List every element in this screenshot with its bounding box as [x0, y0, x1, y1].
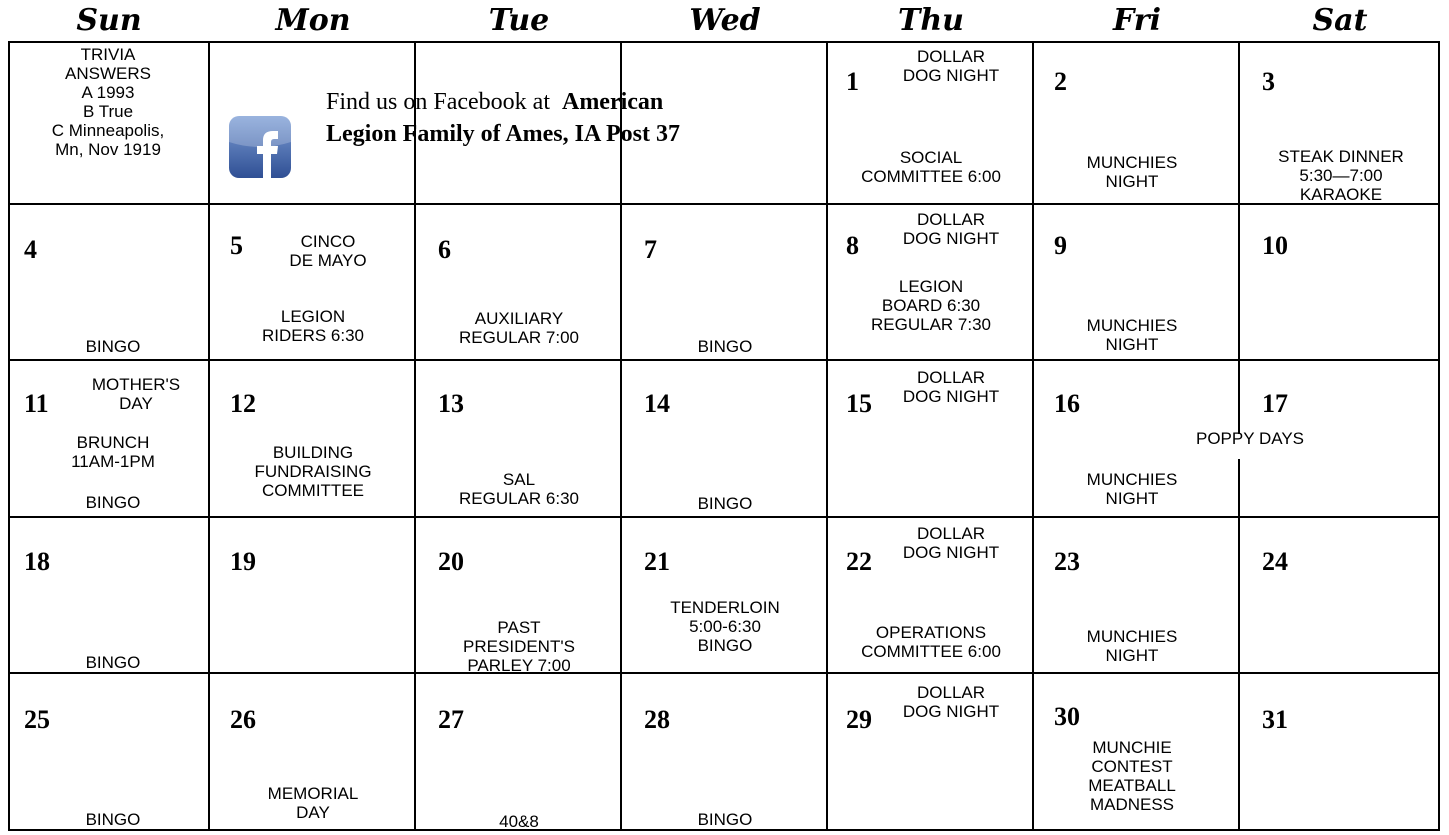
grid-line — [208, 41, 210, 831]
grid-line — [8, 41, 1440, 43]
event-building-fundraising: BUILDING FUNDRAISING COMMITTEE — [254, 443, 372, 500]
facebook-line-1 — [326, 86, 663, 118]
event-bingo: BINGO — [697, 337, 753, 356]
event-munchies-night: MUNCHIES NIGHT — [1086, 627, 1178, 665]
event-bingo: BINGO — [697, 494, 753, 513]
trivia-title: TRIVIA ANSWERS — [65, 45, 151, 83]
day-number: 20 — [438, 547, 464, 576]
event-munchie-contest: MUNCHIE CONTEST MEATBALL MADNESS — [1088, 738, 1176, 814]
day-header-wed: Wed — [689, 3, 761, 38]
grid-line — [8, 41, 10, 831]
day-number: 26 — [230, 705, 256, 734]
grid-line — [8, 516, 1440, 518]
event-memorial-day: MEMORIAL DAY — [267, 784, 359, 822]
grid-line — [414, 41, 416, 831]
day-number: 31 — [1262, 705, 1288, 734]
day-number: 7 — [644, 235, 657, 264]
day-number: 1 — [846, 67, 859, 96]
grid-line — [8, 672, 1440, 674]
event-munchies-night: MUNCHIES NIGHT — [1086, 153, 1178, 191]
event-poppy-days: POPPY DAYS — [1195, 429, 1305, 448]
day-number: 2 — [1054, 67, 1067, 96]
day-number: 19 — [230, 547, 256, 576]
event-munchies-night: MUNCHIES NIGHT — [1086, 316, 1178, 354]
event-dollar-dog-night: DOLLAR DOG NIGHT — [902, 210, 1000, 248]
day-number: 11 — [24, 389, 49, 418]
event-bingo: BINGO — [697, 810, 753, 829]
day-header-thu: Thu — [898, 3, 964, 38]
event-bingo: BINGO — [85, 810, 141, 829]
event-dollar-dog-night: DOLLAR DOG NIGHT — [902, 683, 1000, 721]
day-number: 8 — [846, 231, 859, 260]
event-steak-dinner: STEAK DINNER 5:30—7:00 KARAOKE — [1278, 147, 1404, 204]
grid-line — [8, 359, 1440, 361]
event-operations-committee: OPERATIONS COMMITTEE 6:00 — [861, 623, 1001, 661]
trivia-answers: A 1993 B True C Minneapolis, Mn, Nov 1919 — [51, 83, 165, 159]
day-number: 4 — [24, 235, 37, 264]
day-number: 23 — [1054, 547, 1080, 576]
event-auxiliary-regular: AUXILIARY REGULAR 7:00 — [459, 309, 579, 347]
event-bingo: BINGO — [85, 653, 141, 672]
day-number: 18 — [24, 547, 50, 576]
day-number: 12 — [230, 389, 256, 418]
day-number: 24 — [1262, 547, 1288, 576]
day-header-sun: Sun — [76, 3, 142, 38]
event-bingo: BINGO — [85, 493, 141, 512]
day-number: 10 — [1262, 231, 1288, 260]
day-number: 29 — [846, 705, 872, 734]
day-number: 14 — [644, 389, 670, 418]
grid-line — [8, 829, 1440, 831]
day-number: 21 — [644, 547, 670, 576]
facebook-org-line1: American — [561, 89, 664, 115]
grid-line — [1238, 459, 1240, 831]
day-number: 30 — [1054, 702, 1080, 731]
day-number: 17 — [1262, 389, 1288, 418]
day-header-sat: Sat — [1312, 3, 1368, 38]
event-40-and-8: 40&8 — [499, 812, 539, 831]
event-social-committee: SOCIAL COMMITTEE 6:00 — [861, 148, 1001, 186]
facebook-org-line2: Legion Family of Ames, IA Post 37 — [326, 121, 680, 147]
event-tenderloin: TENDERLOIN 5:00-6:30 BINGO — [670, 598, 780, 655]
grid-line — [620, 41, 622, 831]
event-dollar-dog-night: DOLLAR DOG NIGHT — [902, 524, 1000, 562]
event-mothers-day: MOTHER'S DAY — [91, 375, 181, 413]
day-number: 6 — [438, 235, 451, 264]
grid-line — [8, 203, 1440, 205]
day-number: 22 — [846, 547, 872, 576]
day-number: 27 — [438, 705, 464, 734]
grid-line — [1238, 41, 1240, 434]
facebook-icon — [227, 114, 293, 180]
facebook-prefix: Find us on Facebook at — [326, 89, 550, 115]
event-dollar-dog-night: DOLLAR DOG NIGHT — [902, 368, 1000, 406]
day-number: 25 — [24, 705, 50, 734]
event-munchies-night: MUNCHIES NIGHT — [1086, 470, 1178, 508]
facebook-line-2 — [326, 118, 680, 150]
day-number: 15 — [846, 389, 872, 418]
day-header-tue: Tue — [488, 3, 550, 38]
day-number: 5 — [230, 231, 243, 260]
event-cinco-de-mayo: CINCO DE MAYO — [289, 232, 367, 270]
event-past-presidents-parley: PAST PRESIDENT'S PARLEY 7:00 — [463, 618, 575, 675]
event-legion-riders: LEGION RIDERS 6:30 — [261, 307, 365, 345]
event-legion-board: LEGION BOARD 6:30 REGULAR 7:30 — [871, 277, 991, 334]
day-number: 3 — [1262, 67, 1275, 96]
event-sal-regular: SAL REGULAR 6:30 — [459, 470, 579, 508]
day-number: 13 — [438, 389, 464, 418]
day-header-fri: Fri — [1113, 3, 1161, 38]
event-bingo: BINGO — [85, 337, 141, 356]
day-number: 28 — [644, 705, 670, 734]
event-brunch: BRUNCH 11AM-1PM — [71, 433, 155, 471]
day-number: 16 — [1054, 389, 1080, 418]
day-number: 9 — [1054, 231, 1067, 260]
event-dollar-dog-night: DOLLAR DOG NIGHT — [902, 47, 1000, 85]
day-header-mon: Mon — [275, 3, 351, 38]
